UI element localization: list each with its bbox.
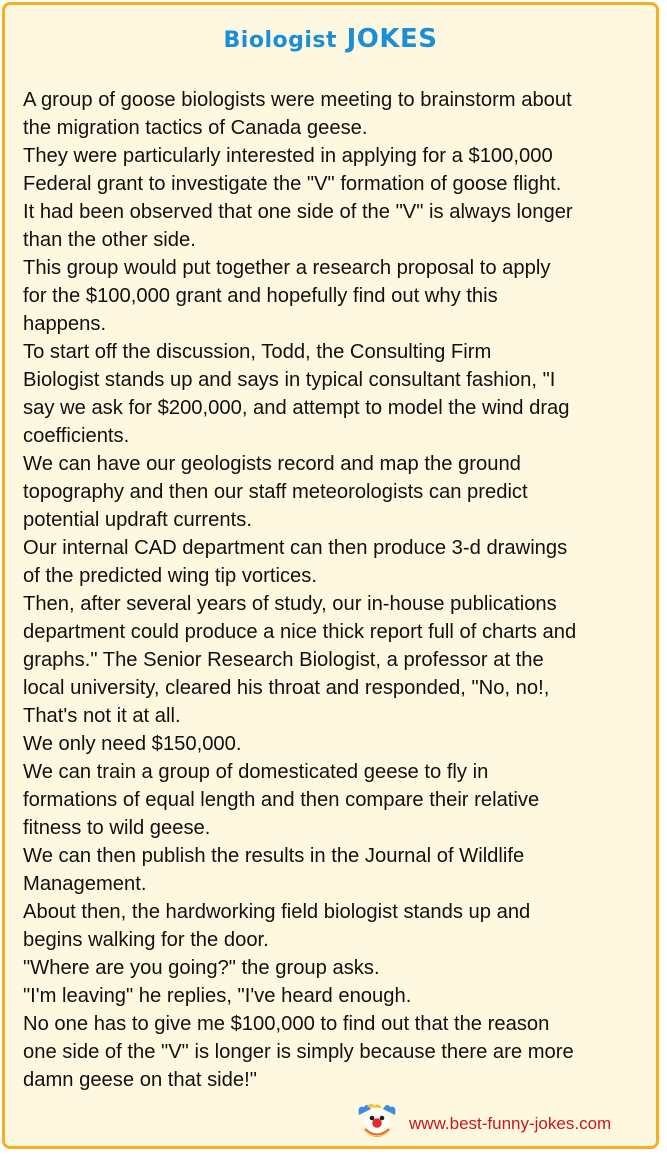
joke-line: potential updraft currents. bbox=[23, 509, 252, 531]
joke-line: Biologist stands up and says in typical consultant fashion, "I bbox=[23, 369, 556, 391]
joke-line: local university, cleared his throat and responded, "No, no!, bbox=[23, 677, 550, 699]
joke-line: happens. bbox=[23, 313, 107, 335]
joke-line: coefficients. bbox=[23, 425, 130, 447]
joke-line: We can then publish the results in the Journal of Wildlife bbox=[23, 845, 525, 867]
joke-line: About then, the hardworking field biologist stands up and bbox=[23, 901, 531, 923]
joke-line: damn geese on that side!" bbox=[23, 1069, 257, 1091]
joke-line: than the other side. bbox=[23, 229, 196, 251]
joke-line: fitness to wild geese. bbox=[23, 817, 211, 839]
joke-line: To start off the discussion, Todd, the Consulting Firm bbox=[23, 341, 492, 363]
joke-card bbox=[2, 2, 659, 1149]
joke-line: We can have our geologists record and map the ground bbox=[23, 453, 521, 475]
joke-line: begins walking for the door. bbox=[23, 929, 269, 951]
joke-line: Then, after several years of study, our in-house publications bbox=[23, 593, 557, 615]
joke-line: topography and then our staff meteorologists can predict bbox=[23, 481, 528, 503]
joke-line: They were particularly interested in applying for a $100,000 bbox=[23, 145, 553, 167]
joke-line: one side of the "V" is longer is simply because there are more bbox=[23, 1041, 574, 1063]
joke-line: department could produce a nice thick report full of charts and bbox=[23, 621, 577, 643]
joke-line: of the predicted wing tip vortices. bbox=[23, 565, 317, 587]
joke-line: It had been observed that one side of the "V" is always longer bbox=[23, 201, 573, 223]
title-jokes: JOKES bbox=[346, 24, 438, 54]
joke-line: for the $100,000 grant and hopefully find out why this bbox=[23, 285, 498, 307]
joke-line: say we ask for $200,000, and attempt to model the wind drag bbox=[23, 397, 570, 419]
joke-line: No one has to give me $100,000 to find out that the reason bbox=[23, 1013, 550, 1035]
joke-line: "I'm leaving" he replies, "I've heard enough. bbox=[23, 985, 412, 1007]
joke-line: This group would put together a research proposal to apply bbox=[23, 257, 551, 279]
joke-line: That's not it at all. bbox=[23, 705, 181, 727]
clown-face-icon bbox=[355, 1101, 399, 1147]
site-link[interactable]: www.best-funny-jokes.com bbox=[409, 1114, 612, 1133]
joke-line: We only need $150,000. bbox=[23, 733, 242, 755]
joke-line: Our internal CAD department can then produce 3-d drawings bbox=[23, 537, 568, 559]
joke-text bbox=[23, 86, 653, 1094]
joke-line: Federal grant to investigate the "V" formation of goose flight. bbox=[23, 173, 562, 195]
page-title bbox=[5, 19, 656, 61]
joke-line: formations of equal length and then compare their relative bbox=[23, 789, 540, 811]
joke-line: graphs." The Senior Research Biologist, a professor at the bbox=[23, 649, 544, 671]
joke-line: A group of goose biologists were meeting to brainstorm about bbox=[23, 89, 572, 111]
title-category: Biologist bbox=[223, 28, 337, 53]
footer bbox=[355, 1098, 611, 1150]
joke-line: "Where are you going?" the group asks. bbox=[23, 957, 380, 979]
joke-line: the migration tactics of Canada geese. bbox=[23, 117, 368, 139]
joke-line: Management. bbox=[23, 873, 147, 895]
joke-line: We can train a group of domesticated geese to fly in bbox=[23, 761, 489, 783]
